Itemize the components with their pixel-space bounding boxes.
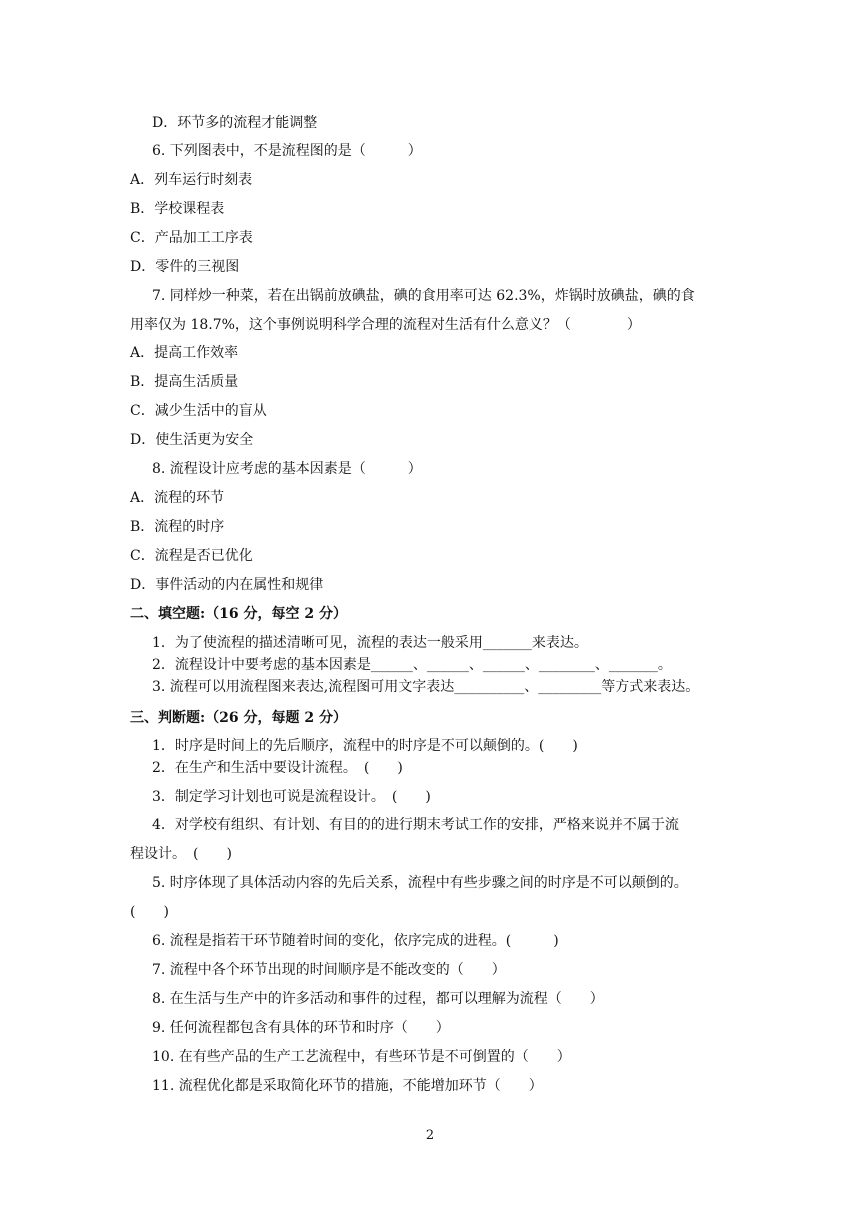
fill-question-1: 1．为了使流程的描述清晰可见，流程的表达一般采用_______来表达。 xyxy=(152,635,588,651)
option-6a: A．列车运行时刻表 xyxy=(130,172,253,188)
option-8d: D．事件活动的内在属性和规律 xyxy=(130,577,324,593)
option-7c: C．减少生活中的盲从 xyxy=(130,403,267,419)
question-7-line1: 7. 同样炒一种菜，若在出锅前放碘盐，碘的食用率可达 62.3%，炸锅时放碘盐，碘的食 xyxy=(152,288,695,304)
tf-question-5-line2: ( ) xyxy=(130,904,169,920)
option-7b: B．提高生活质量 xyxy=(130,374,239,390)
question-6: 6. 下列图表中，不是流程图的是（ ） xyxy=(152,143,422,159)
option-6c: C．产品加工工序表 xyxy=(130,230,253,246)
tf-question-9: 9. 任何流程都包含有具体的环节和时序（ ） xyxy=(152,1020,450,1036)
option-7a: A．提高工作效率 xyxy=(130,345,239,361)
tf-question-3: 3．制定学习计划也可说是流程设计。 ( ) xyxy=(152,789,431,805)
tf-question-1: 1．时序是时间上的先后顺序，流程中的时序是不可以颠倒的。( ) xyxy=(152,738,578,754)
option-8a: A．流程的环节 xyxy=(130,490,225,506)
question-8: 8. 流程设计应考虑的基本因素是（ ） xyxy=(152,461,422,477)
tf-question-4-line1: 4．对学校有组织、有计划、有目的的进行期末考试工作的安排，严格来说并不属于流 xyxy=(152,817,679,833)
tf-question-8: 8. 在生活与生产中的许多活动和事件的过程，都可以理解为流程（ ） xyxy=(152,991,604,1007)
section-true-false-heading: 三、判断题:（26 分，每题 2 分） xyxy=(130,710,348,726)
tf-question-2: 2．在生产和生活中要设计流程。 ( ) xyxy=(152,760,403,776)
tf-question-5-line1: 5. 时序体现了具体活动内容的先后关系，流程中有些步骤之间的时序是不可以颠倒的。 xyxy=(152,875,688,891)
fill-question-3: 3. 流程可以用流程图来表达,流程图可用文字表达__________、_________等方式来表达。 xyxy=(152,679,700,695)
tf-question-4-line2: 程设计。 ( ) xyxy=(130,846,232,862)
option-8b: B．流程的时序 xyxy=(130,519,225,535)
option-7d: D．使生活更为安全 xyxy=(130,432,254,448)
option-6d: D．零件的三视图 xyxy=(130,259,240,275)
section-fill-in-heading: 二、填空题:（16 分，每空 2 分） xyxy=(130,606,348,622)
question-7-line2: 用率仅为 18.7%，这个事例说明科学合理的流程对生活有什么意义？（ ） xyxy=(130,317,641,333)
option-6b: B．学校课程表 xyxy=(130,201,225,217)
tf-question-10: 10. 在有些产品的生产工艺流程中，有些环节是不可倒置的（ ） xyxy=(152,1049,571,1065)
tf-question-7: 7. 流程中各个环节出现的时间顺序是不能改变的（ ） xyxy=(152,962,506,978)
option-8c: C．流程是否已优化 xyxy=(130,548,253,564)
page-number: 2 xyxy=(425,1128,435,1143)
tf-question-11: 11. 流程优化都是采取简化环节的措施，不能增加环节（ ） xyxy=(152,1078,543,1094)
fill-question-2: 2．流程设计中要考虑的基本因素是______、______、______、________、_______。 xyxy=(152,657,672,673)
tf-question-6: 6. 流程是指若干环节随着时间的变化，依序完成的进程。( ) xyxy=(152,933,559,949)
option-5d: D．环节多的流程才能调整 xyxy=(152,115,318,131)
